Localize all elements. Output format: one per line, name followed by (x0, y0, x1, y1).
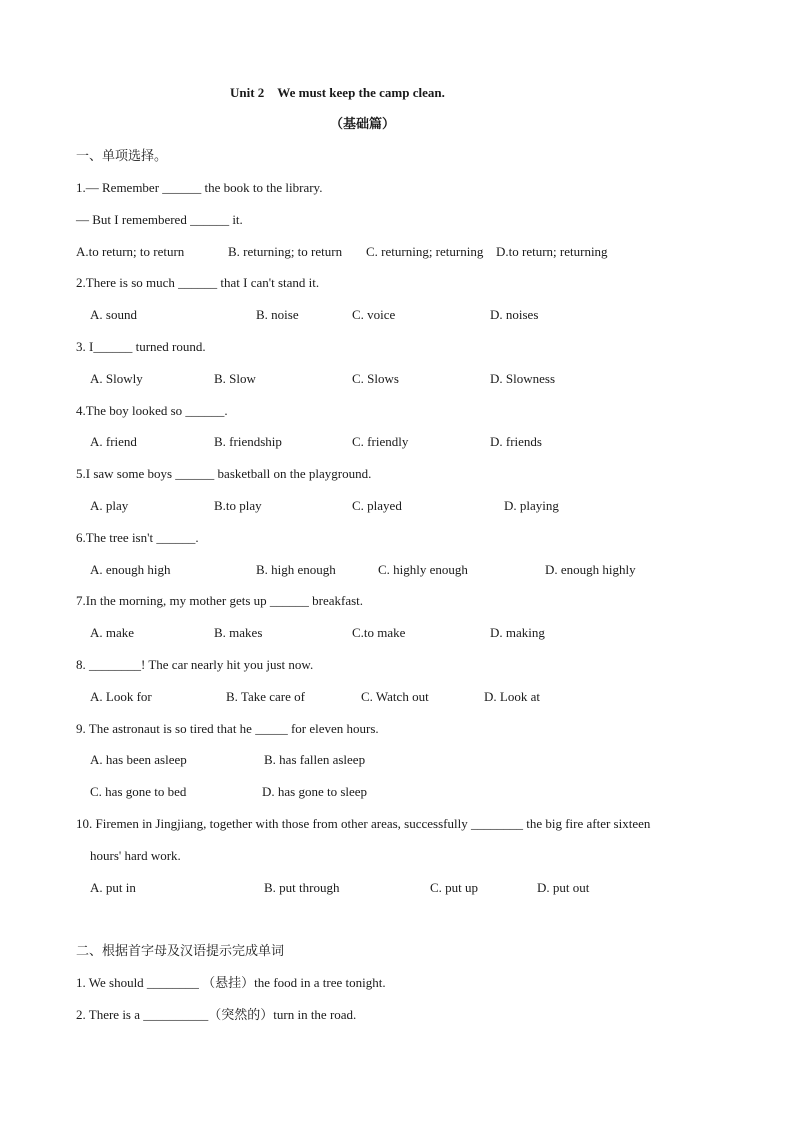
question-5-option-b: B.to play (214, 498, 262, 513)
question-3-option-b: B. Slow (214, 371, 256, 386)
question-8-option-c: C. Watch out (361, 689, 429, 704)
question-7-option-d: D. making (490, 625, 545, 640)
question-3-option-d: D. Slowness (490, 371, 556, 386)
fill-item-1: 1. We should ________ （悬挂）the food in a tree tonight. (76, 975, 386, 990)
question-3-option-c: C. Slows (352, 371, 399, 386)
question-10-line-2: hours' hard work. (90, 848, 181, 863)
question-9-option-a: A. has been asleep (90, 752, 187, 767)
question-4-option-c: C. friendly (352, 434, 409, 449)
question-10-option-d: D. put out (537, 880, 590, 895)
question-1: 1.— Remember ______ the book to the library. (76, 180, 323, 195)
question-1-option-c: C. returning; returning (366, 244, 484, 259)
section-heading-2: 二、根据首字母及汉语提示完成单词 (76, 943, 285, 958)
question-6: 6.The tree isn't ______. (76, 530, 199, 545)
question-1-option-d: D.to return; returning (496, 244, 608, 259)
question-1-option-a: A.to return; to return (76, 244, 185, 259)
question-5-option-c: C. played (352, 498, 402, 513)
question-1-option-b: B. returning; to return (228, 244, 343, 259)
question-2-option-a: A. sound (90, 307, 137, 322)
question-2-option-c: C. voice (352, 307, 396, 322)
question-8-option-a: A. Look for (90, 689, 152, 704)
question-6-option-d: D. enough highly (545, 562, 636, 577)
question-5-option-a: A. play (90, 498, 129, 513)
question-9: 9. The astronaut is so tired that he _____ for eleven hours. (76, 721, 379, 736)
page-subtitle: （基础篇） (330, 116, 396, 131)
question-5: 5.I saw some boys ______ basketball on the playground. (76, 466, 372, 481)
question-8-option-d: D. Look at (484, 689, 540, 704)
section-heading-1: 一、单项选择。 (76, 148, 168, 163)
question-4: 4.The boy looked so ______. (76, 403, 228, 418)
question-8-option-b: B. Take care of (226, 689, 305, 704)
question-10: 10. Firemen in Jingjiang, together with those from other areas, successfully ________ the big fire after sixteen (76, 816, 651, 831)
question-3: 3. I______ turned round. (76, 339, 206, 354)
question-10-option-a: A. put in (90, 880, 136, 895)
question-5-option-d: D. playing (504, 498, 559, 513)
question-4-option-d: D. friends (490, 434, 542, 449)
question-2-option-d: D. noises (490, 307, 539, 322)
question-7-option-a: A. make (90, 625, 135, 640)
question-7-option-b: B. makes (214, 625, 263, 640)
question-7: 7.In the morning, my mother gets up ______ breakfast. (76, 593, 364, 608)
question-4-option-b: B. friendship (214, 434, 282, 449)
question-3-option-a: A. Slowly (90, 371, 143, 386)
question-6-option-b: B. high enough (256, 562, 336, 577)
question-10-option-b: B. put through (264, 880, 340, 895)
question-8: 8. ________! The car nearly hit you just now. (76, 657, 314, 672)
question-9-option-d: D. has gone to sleep (262, 784, 368, 799)
question-1-line-2: — But I remembered ______ it. (76, 212, 243, 227)
question-10-option-c: C. put up (430, 880, 479, 895)
question-6-option-c: C. highly enough (378, 562, 468, 577)
question-9-option-b: B. has fallen asleep (264, 752, 366, 767)
question-4-option-a: A. friend (90, 434, 137, 449)
fill-item-2: 2. There is a __________（突然的）turn in the road. (76, 1007, 357, 1022)
question-2: 2.There is so much ______ that I can't stand it. (76, 275, 320, 290)
question-9-option-c: C. has gone to bed (90, 784, 187, 799)
question-2-option-b: B. noise (256, 307, 299, 322)
page-title: Unit 2 We must keep the camp clean. (230, 85, 445, 100)
question-6-option-a: A. enough high (90, 562, 171, 577)
question-7-option-c: C.to make (352, 625, 406, 640)
